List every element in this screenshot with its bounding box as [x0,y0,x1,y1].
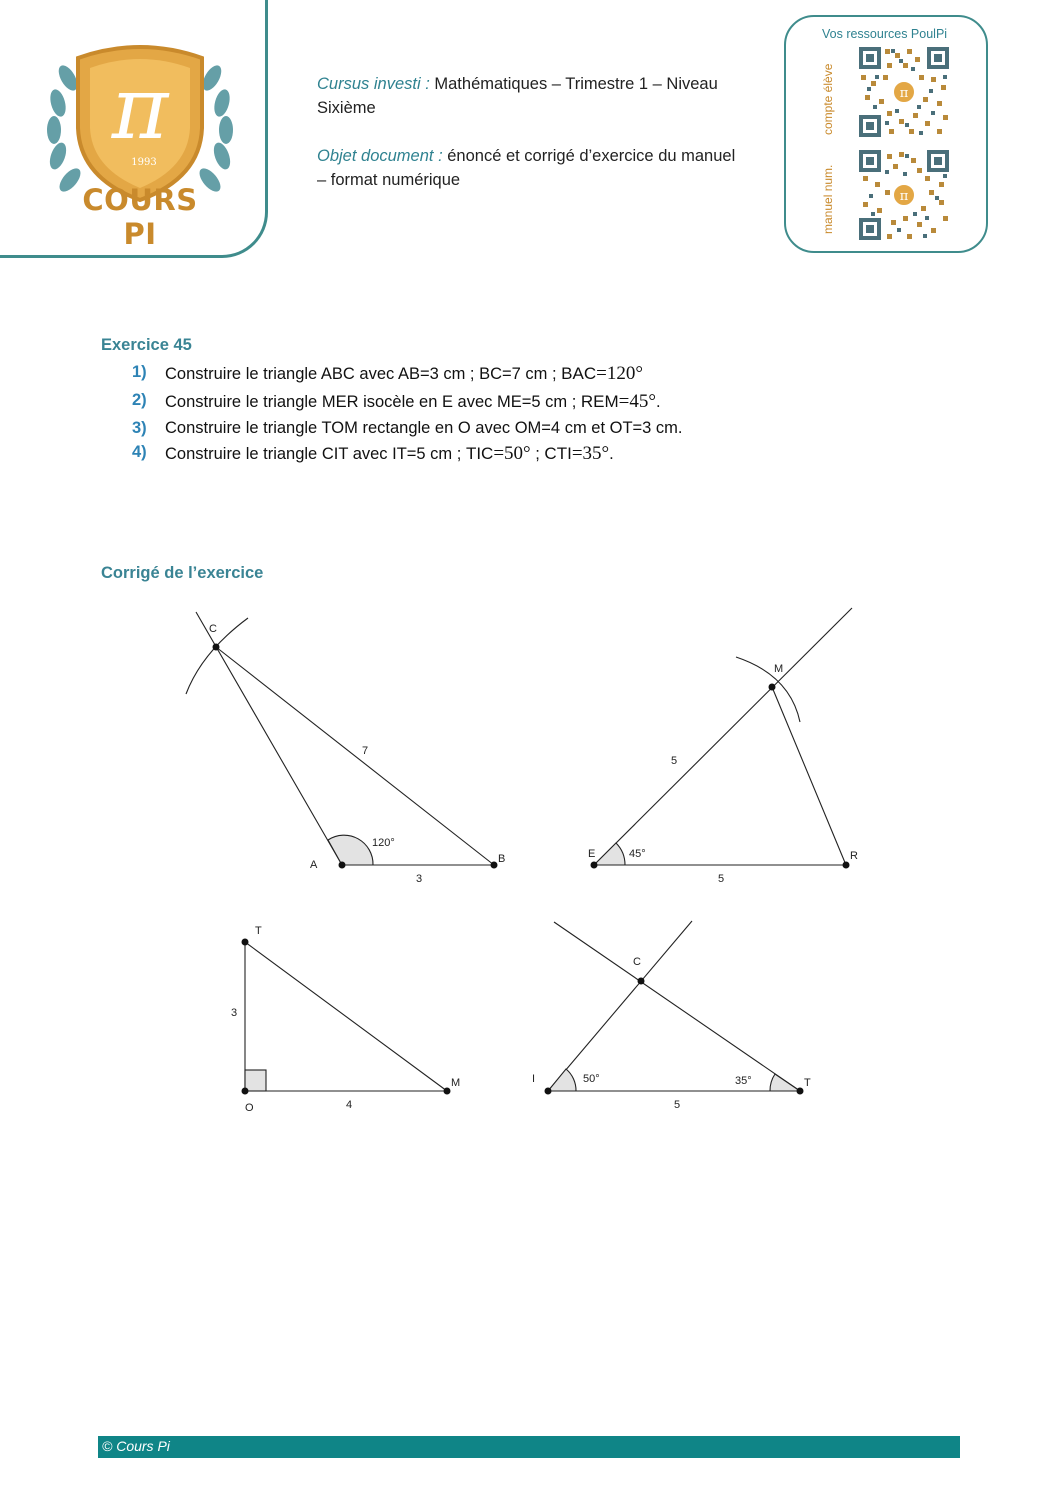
label-o: O [245,1102,254,1114]
item-text-main: Construire le triangle ABC avec AB=3 cm ; BC=7 cm ; [165,365,562,383]
label-manuel-num: manuel num. [821,164,835,234]
label-r: R [850,850,858,862]
label-c: C [633,956,641,968]
segment-cb [216,647,494,865]
point-t [242,939,249,946]
figure-triangle-abc [186,612,494,865]
svg-text:π: π [111,59,169,159]
label-m: M [451,1077,461,1089]
point-c [213,644,220,651]
segment-mr [772,687,846,865]
angle-mark-a [328,835,373,865]
label-angle-a: 120° [372,837,395,849]
item-separator: ; [530,445,545,463]
segment-tm [245,942,447,1091]
point-b [491,862,498,869]
footer-copyright: © Cours Pi [102,1438,170,1454]
angle-name: CTI [544,444,572,463]
point-i [545,1088,552,1095]
label-angle-t: 35° [735,1075,752,1087]
cursus-value: Mathématiques – Trimestre 1 – Niveau Sixième [317,75,718,117]
objet-value: énoncé et corrigé d’exercice du manuel – format numérique [317,147,736,189]
label-side-ab: 3 [416,873,423,885]
angle-value: =45° [618,391,656,412]
figure-triangle-cit [548,921,800,1091]
svg-text:π: π [899,189,909,204]
item-number: 2) [132,391,147,409]
point-m [444,1088,451,1095]
exercise-title: Exercice 45 [101,336,192,354]
point-c [638,978,645,985]
item-end: . [609,445,614,463]
label-compte-eleve: compte élève [821,63,835,135]
compass-arc [736,657,800,722]
item-end: . [656,393,661,411]
angle-mark-i [548,1069,576,1091]
point-a [339,862,346,869]
right-angle-mark [245,1070,266,1091]
resources-title: Vos ressources PoulPi [822,27,948,41]
ray-ic [548,921,692,1091]
point-o [242,1088,249,1095]
angle-name: TIC [465,444,494,463]
label-b: B [498,853,506,865]
item-text: Construire le triangle TOM rectangle en O avec OM=4 cm et OT=3 cm. [165,419,683,437]
angle-name: BAC [561,364,597,383]
item-text-main: Construire le triangle CIT avec IT=5 cm ; [165,445,466,463]
label-side-em: 5 [671,755,678,767]
label-side-er: 5 [718,873,725,885]
label-side-ot: 3 [231,1007,238,1019]
ray-em [594,608,852,865]
label-a: A [310,859,318,871]
point-r [843,862,850,869]
point-m [769,684,776,691]
label-angle-i: 50° [583,1073,600,1085]
ray-tc [554,922,800,1091]
label-side-it: 5 [674,1099,681,1111]
point-e [591,862,598,869]
point-t [797,1088,804,1095]
label-i: I [532,1073,536,1085]
objet-label: Objet document : [317,147,443,165]
angle-value: =120° [596,363,643,384]
compass-arc [186,618,248,694]
angle-value: =50° [493,443,531,464]
label-angle-e: 45° [629,848,646,860]
label-side-om: 4 [346,1099,353,1111]
angle-mark-t [770,1074,800,1091]
footer-bar [98,1436,960,1458]
angle-name: REM [580,392,619,411]
logo-year: 1993 [131,157,157,168]
points-emr [591,684,850,869]
label-e: E [588,848,596,860]
figure-triangle-emr [594,608,852,865]
correction-title: Corrigé de l’exercice [101,564,264,582]
angle-mark-e [594,843,625,865]
item-number: 1) [132,363,147,381]
label-side-bc: 7 [362,745,369,757]
label-c: C [209,623,217,635]
label-t: T [255,925,262,937]
logo-text: COURS PI [82,183,198,251]
item-number: 3) [132,419,147,437]
figure-triangle-tom [245,942,447,1091]
item-text-main: Construire le triangle MER isocèle en E avec ME=5 cm ; [165,393,581,411]
item-number: 4) [132,443,147,461]
svg-text:π: π [899,86,909,101]
label-t: T [804,1077,811,1089]
angle-value: =35° [571,443,610,464]
ray-ac [196,612,342,865]
label-m: M [774,663,784,675]
cursus-label: Cursus investi : [317,75,430,93]
